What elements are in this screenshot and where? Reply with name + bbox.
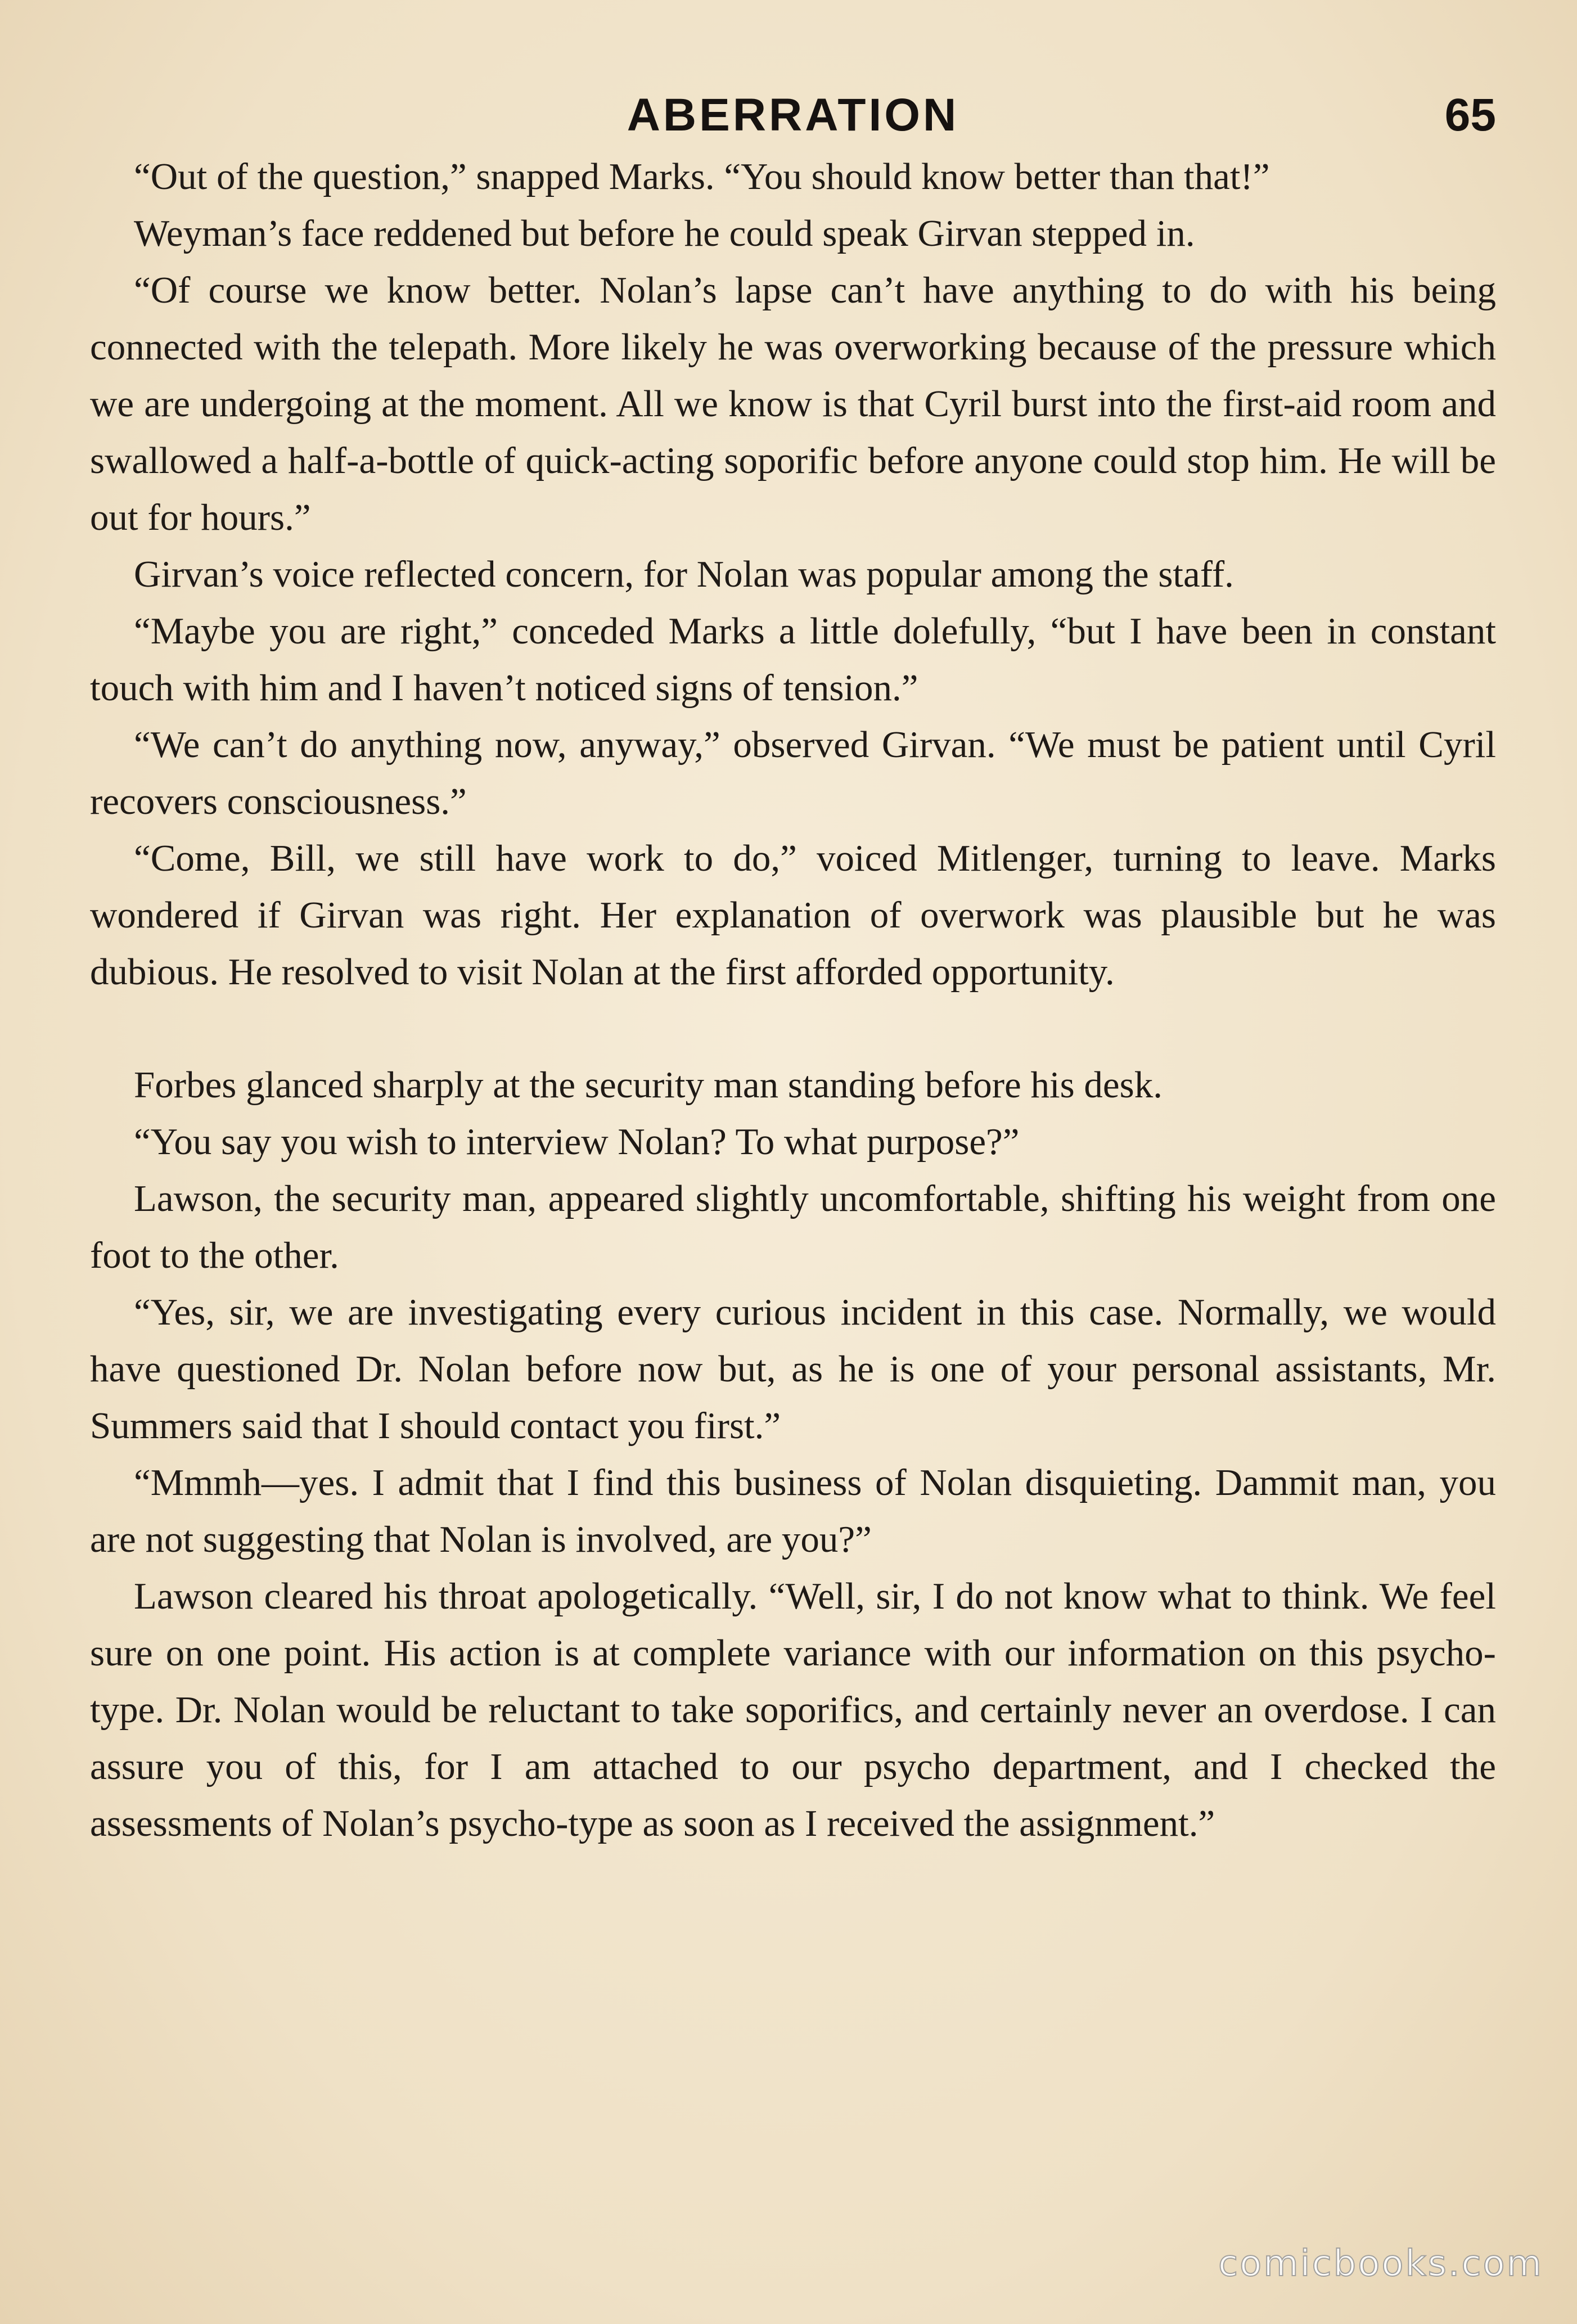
paragraph: Weyman’s face reddened but before he could speak Girvan stepped in. [134,213,1195,254]
paragraph: Girvan’s voice reflected concern, for Nolan was popular among the staff. [134,553,1234,595]
page-number: 65 [1444,89,1496,141]
paragraph: “Out of the question,” snapped Marks. “You should know better than that!” [134,156,1270,197]
paragraph: “Yes, sir, we are investigating every curious incident in this case. Normally, we would have questioned Dr. Nolan before now but, as he is one of your personal assistants, Mr. Summers said that I should contact you first.” [90,1291,1496,1447]
paragraph: “Maybe you are right,” conceded Marks a little dolefully, “but I have been in constant touch with him and I haven’t noticed signs of tension.” [90,610,1496,709]
paragraph: “Come, Bill, we still have work to do,” voiced Mitlenger, turning to leave. Marks wondered if Girvan was right. Her explanation of overwork was plausible but he was dubious. He resolved to visit Nolan at the first afforded opportunity. [90,837,1496,993]
paragraph: “Mmmh—yes. I admit that I find this business of Nolan disquieting. Dammit man, you are not suggesting that Nolan is involved, are you?” [90,1462,1496,1560]
paragraph: “We can’t do anything now, anyway,” observed Girvan. “We must be patient until Cyril recovers consciousness.” [90,724,1496,822]
paragraph: Lawson, the security man, appeared slightly uncomfortable, shifting his weight from one foot to the other. [90,1178,1496,1276]
paragraph: “You say you wish to interview Nolan? To what purpose?” [134,1121,1020,1163]
section-break [90,1001,1496,1057]
watermark: comicbooks.com [1218,2243,1543,2285]
running-title: ABERRATION [627,89,959,141]
paragraph: Lawson cleared his throat apologetically. “Well, sir, I do not know what to think. We feel sure on one point. His action is at complete variance with our information on this psycho-type. Dr. Nolan would be reluctant to take soporifics, and certainly never an overdose. I can assure you of this, for I am attached to our psycho department, and I checked the assessments of Nolan’s psycho-type as soon as I received the assignment.” [90,1575,1496,1844]
paragraph: “Of course we know better. Nolan’s lapse can’t have anything to do with his being connected with the telepath. More likely he was overworking because of the pressure which we are undergoing at the moment. All we know is that Cyril burst into the first-aid room and swallowed a half-a-bottle of quick-acting soporific before anyone could stop him. He will be out for hours.” [90,269,1496,538]
page-header [90,84,1496,146]
paragraph: Forbes glanced sharply at the security man standing before his desk. [134,1064,1163,1106]
body-text [90,148,1496,1852]
book-page [90,84,1496,1852]
